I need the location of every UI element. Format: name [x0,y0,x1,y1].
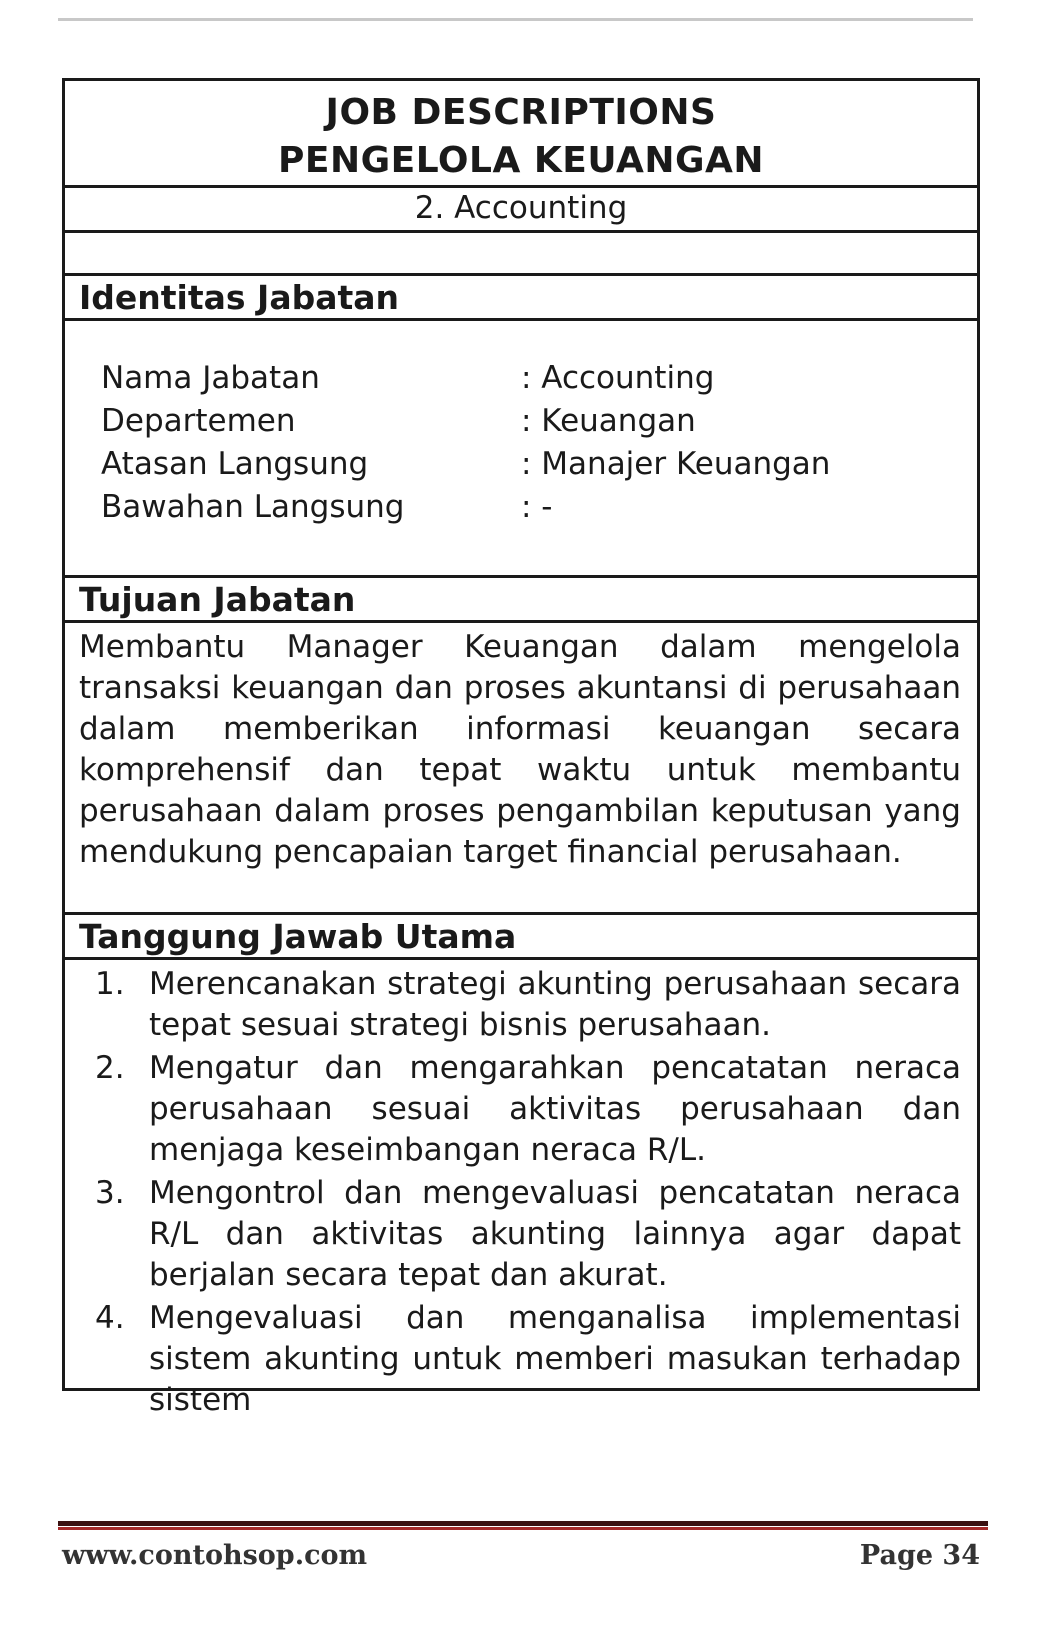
identity-label: Bawahan Langsung [101,489,405,525]
empty-spacer-row [65,233,977,276]
identity-row [101,400,977,443]
position-subtitle: 2. Accounting [65,188,977,233]
footer-page-number: Page 34 [859,1540,980,1571]
footer-divider-red [58,1527,988,1530]
list-item-text: Merencanakan strategi akunting perusahaan secara tepat sesuai strategi bisnis perusahaan. [149,966,961,1043]
list-item-number: 1. [95,966,125,1002]
identity-row [101,357,977,400]
identity-label: Atasan Langsung [101,446,369,482]
list-item-number: 4. [95,1300,125,1336]
document-title-line2: PENGELOLA KEUANGAN [278,140,764,181]
footer-website: www.contohsop.com [62,1540,368,1571]
top-divider [58,18,973,21]
identity-label: Nama Jabatan [101,360,320,396]
responsibilities-section [65,960,977,1418]
list-item-text: Mengontrol dan mengevaluasi pencatatan neraca R/L dan aktivitas akunting lainnya agar dapat berjalan secara tepat dan akurat. [149,1175,961,1293]
purpose-text: Membantu Manager Keuangan dalam mengelola transaksi keuangan dan proses akuntansi di perusahaan dalam memberikan informasi keuangan secara komprehensif dan tepat waktu untuk membantu perusahaan dalam proses pengambilan keputusan yang mendukung pencapaian target financial perusahaan. [65,623,977,915]
list-item-number: 3. [95,1175,125,1211]
list-item-text: Mengatur dan mengarahkan pencatatan neraca perusahaan sesuai aktivitas perusahaan dan menjaga keseimbangan neraca R/L. [149,1050,961,1168]
responsibilities-list [95,964,961,1421]
document-title-line1: JOB DESCRIPTIONS [325,92,717,133]
list-item-text: Mengevaluasi dan menganalisa implementasi sistem akunting untuk memberi masukan terhadap sistem [149,1300,961,1418]
identity-row [101,443,977,486]
list-item-number: 2. [95,1050,125,1086]
list-item [95,1173,961,1296]
identity-value: : Manajer Keuangan [521,446,831,482]
identity-label: Departemen [101,403,296,439]
identity-value: : - [521,489,553,525]
list-item [95,1298,961,1421]
identity-row [101,486,977,529]
job-description-table [62,78,980,1418]
identity-value: : Accounting [521,360,715,396]
list-item [95,1048,961,1171]
title-block [65,81,977,188]
identity-section [65,321,977,578]
identity-value: : Keuangan [521,403,696,439]
footer-divider-dark [58,1521,988,1526]
purpose-heading: Tujuan Jabatan [65,578,977,623]
identity-heading: Identitas Jabatan [65,276,977,321]
list-item [95,964,961,1046]
responsibilities-heading: Tanggung Jawab Utama [65,915,977,960]
